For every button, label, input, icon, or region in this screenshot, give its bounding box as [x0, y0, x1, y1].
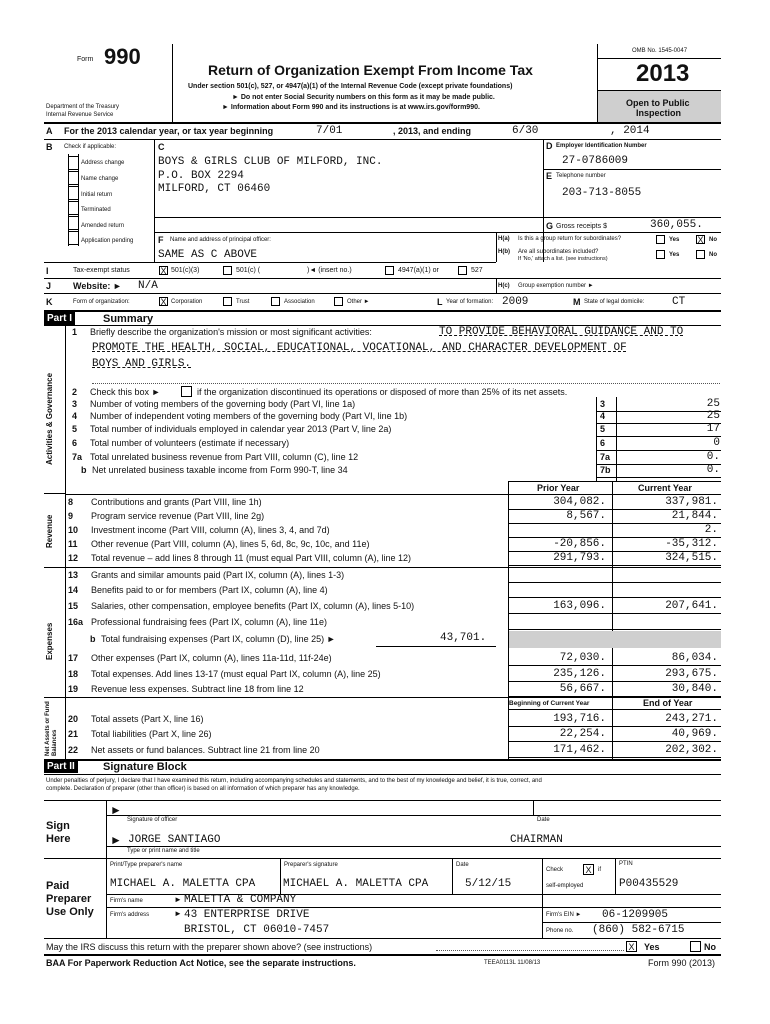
self-employed-label: self-employed: [546, 883, 584, 889]
gov-row-box: 7a: [600, 452, 611, 462]
paid-label-3: Use Only: [46, 906, 94, 918]
phone-label: Phone no.: [546, 928, 574, 934]
current-year-value[interactable]: 30,840.: [671, 683, 718, 695]
prior-year-value[interactable]: 8,567.: [566, 510, 606, 522]
line2-text-2: if the organization discontinued its operations or disposed of more than 25% of its net assets.: [197, 387, 568, 397]
firm-name-label: Firm's name: [110, 898, 143, 904]
other-checkbox[interactable]: [334, 297, 343, 306]
part2-title: Signature Block: [103, 761, 187, 773]
prior-year-value[interactable]: 291,793.: [553, 552, 606, 564]
org-address-2[interactable]: MILFORD, CT 06460: [158, 183, 271, 195]
line-a-label: A: [46, 126, 53, 136]
gov-row-text: Net unrelated business taxable income from Form 990-T, line 34: [92, 465, 348, 475]
name-change-checkbox[interactable]: [68, 171, 79, 185]
line-k-label: K: [46, 297, 53, 307]
fin-row-text: Other revenue (Part VIII, column (A), lines 5, 6d, 8c, 9c, 10c, and 11e): [91, 539, 370, 549]
part2-tag: Part II: [44, 760, 78, 773]
4947-label: 4947(a)(1) or: [398, 267, 439, 274]
officer-title-value[interactable]: CHAIRMAN: [510, 834, 563, 846]
gov-row-text: Number of independent voting members of the governing body (Part VI, line 1b): [90, 411, 408, 421]
tax-year-end[interactable]: 6/30: [512, 125, 539, 137]
sig-officer-label: Signature of officer: [127, 817, 178, 823]
prior-year-value[interactable]: 193,716.: [553, 713, 606, 725]
org-name[interactable]: BOYS & GIRLS CLUB OF MILFORD, INC.: [158, 156, 383, 168]
discontinued-checkbox[interactable]: [181, 386, 192, 397]
firm-ein-label: Firm's EIN ►: [546, 912, 582, 918]
firm-address-label: Firm's address: [110, 912, 150, 918]
hb-yes-checkbox[interactable]: [656, 250, 665, 259]
terminated-label: Terminated: [81, 207, 111, 213]
form-word: Form: [77, 56, 94, 63]
preparer-name[interactable]: MICHAEL A. MALETTA CPA: [110, 878, 256, 890]
domicile-state[interactable]: CT: [672, 296, 686, 308]
501c-checkbox[interactable]: [223, 266, 232, 275]
hb-yes-label: Yes: [669, 252, 680, 258]
prior-year-value[interactable]: 235,126.: [553, 668, 606, 680]
fin-row-text: Professional fundraising fees (Part IX, column (A), line 11e): [91, 617, 327, 627]
preparer-signature[interactable]: MICHAEL A. MALETTA CPA: [283, 878, 429, 890]
prior-year-value[interactable]: 56,667.: [559, 683, 606, 695]
fin-row-num: 22: [68, 745, 79, 755]
fin-row-text: Investment income (Part VIII, column (A), lines 3, 4, and 7d): [91, 525, 330, 535]
mission-line-1[interactable]: TO PROVIDE BEHAVIORAL GUIDANCE AND TO: [439, 326, 684, 338]
paid-label-1: Paid: [46, 880, 70, 892]
preparer-date[interactable]: 5/12/15: [465, 878, 512, 890]
side-activities-governance: Activities & Governance: [45, 372, 54, 465]
line-f-label: F: [158, 235, 164, 245]
form-number: 990: [104, 44, 141, 69]
subtitle-1: Under section 501(c), 527, or 4947(a)(1) of the Internal Revenue Code (except private foundations): [188, 83, 513, 90]
line-c-label: C: [158, 142, 165, 152]
gov-row-value[interactable]: 0: [713, 437, 720, 449]
gov-row-text: Total number of volunteers (estimate if necessary): [90, 438, 290, 448]
discuss-yes-checkbox[interactable]: X: [626, 941, 637, 952]
application-pending-label: Application pending: [81, 238, 134, 244]
mission-line-2[interactable]: PROMOTE THE HEALTH, SOCIAL, EDUCATIONAL, VOCATIONAL, AND CHARACTER DEVELOPMENT OF: [92, 342, 627, 354]
preparer-sig-label: Preparer's signature: [284, 862, 338, 868]
hc-text: Group exemption number ►: [518, 283, 594, 289]
4947-checkbox[interactable]: [385, 266, 394, 275]
gov-row-value[interactable]: 25: [706, 398, 720, 410]
gov-row-box: 7b: [600, 465, 611, 475]
fin-row-num: 18: [68, 669, 79, 679]
current-year-value[interactable]: 86,034.: [671, 652, 718, 664]
ptin-label: PTIN: [619, 861, 633, 867]
fin-row-num: 17: [68, 653, 79, 663]
current-year-value[interactable]: 337,981.: [665, 496, 718, 508]
terminated-checkbox[interactable]: [68, 201, 79, 215]
ein-value[interactable]: 27-0786009: [562, 155, 629, 167]
baa-notice: BAA For Paperwork Reduction Act Notice, see the separate instructions.: [46, 958, 356, 968]
gross-receipts-title: Gross receipts $: [556, 223, 607, 230]
gross-receipts-value[interactable]: 360,055.: [650, 219, 703, 231]
sign-arrow-2: ►: [110, 833, 122, 847]
application-pending-checkbox[interactable]: [68, 231, 79, 245]
name-change-label: Name change: [81, 176, 119, 182]
fin-row-text: Total liabilities (Part X, line 26): [91, 729, 212, 739]
discuss-no-label: No: [704, 942, 716, 952]
gov-row-value[interactable]: 17: [706, 423, 720, 435]
fin-row-num: 13: [68, 570, 79, 580]
gov-row-num: 3: [72, 399, 78, 409]
ha-label: H(a): [498, 236, 510, 242]
penalty-text-2: complete. Declaration of preparer (other than officer) is based on all information of which preparer has any knowledge.: [46, 786, 360, 792]
discuss-text: May the IRS discuss this return with the preparer shown above? (see instructions): [46, 942, 373, 952]
prior-year-value[interactable]: -20,856.: [553, 538, 606, 550]
line16b-num: b: [90, 634, 96, 644]
fin-row-text: Contributions and grants (Part VIII, line 1h): [91, 497, 262, 507]
current-year-value[interactable]: -35,312.: [665, 538, 718, 550]
sign-label-1: Sign: [46, 820, 70, 832]
if-label: if: [598, 867, 601, 873]
line-d-label: D: [546, 141, 553, 151]
firm-name[interactable]: MALETTA & COMPANY: [184, 894, 297, 906]
gov-row-value[interactable]: 25: [706, 410, 720, 422]
corporation-checkbox[interactable]: X: [160, 297, 167, 307]
fin-row-text: Net assets or fund balances. Subtract line 21 from line 20: [91, 745, 320, 755]
current-year-value[interactable]: 21,844.: [671, 510, 718, 522]
preparer-ptin[interactable]: P00435529: [619, 878, 679, 890]
fin-row-num: 12: [68, 553, 79, 563]
line-a-text: For the 2013 calendar year, or tax year beginning: [64, 126, 274, 136]
open-public-2: Inspection: [636, 108, 682, 118]
fin-row-num: 14: [68, 585, 79, 595]
fin-row-num: 8: [68, 497, 74, 507]
gov-row-num: 5: [72, 424, 78, 434]
subtitle-3: ► Information about Form 990 and its instructions is at www.irs.gov/form990.: [222, 104, 480, 111]
prior-year-value[interactable]: 72,030.: [559, 652, 606, 664]
prior-year-header: Prior Year: [537, 483, 580, 493]
trust-checkbox[interactable]: [223, 297, 232, 306]
current-year-value[interactable]: 324,515.: [665, 552, 718, 564]
line2-num: 2: [72, 387, 78, 397]
line16b-value[interactable]: 43,701.: [440, 632, 487, 644]
501c-label: 501(c) (: [236, 267, 261, 274]
hb-no-checkbox[interactable]: [696, 250, 705, 259]
omb-number: OMB No. 1545-0047: [632, 48, 688, 54]
form-title: Return of Organization Exempt From Income Tax: [208, 62, 533, 78]
association-checkbox[interactable]: [271, 297, 280, 306]
ha-yes-label: Yes: [669, 237, 680, 243]
ha-no-checkbox[interactable]: X: [697, 235, 704, 245]
firm-phone[interactable]: (860) 582-6715: [592, 924, 685, 936]
fin-row-text: Total assets (Part X, line 16): [91, 714, 204, 724]
current-year-value[interactable]: 2.: [704, 524, 718, 536]
boy-header: Beginning of Current Year: [509, 700, 590, 707]
fin-row-text: Revenue less expenses. Subtract line 18 from line 12: [91, 684, 304, 694]
initial-return-checkbox[interactable]: [68, 186, 79, 200]
org-address-1[interactable]: P.O. BOX 2294: [158, 170, 244, 182]
trust-label: Trust: [236, 299, 250, 305]
fin-row-text: Other expenses (Part IX, column (A), lines 11a-11d, 11f-24e): [91, 653, 332, 663]
tax-exempt-title: Tax-exempt status: [73, 267, 130, 274]
initial-return-label: Initial return: [81, 192, 113, 198]
prior-year-value[interactable]: 163,096.: [553, 600, 606, 612]
hb-note: If 'No,' attach a list. (see instructions): [518, 256, 608, 262]
org-form-title: Form of organization:: [73, 299, 130, 305]
subtitle-2: ► Do not enter Social Security numbers on this form as it may be made public.: [232, 94, 495, 101]
501c3-label: 501(c)(3): [171, 267, 200, 274]
hb-text: Are all subordinates included?: [518, 249, 599, 255]
hb-no-label: No: [709, 252, 717, 258]
current-year-value[interactable]: 293,675.: [665, 668, 718, 680]
gov-row-num: 6: [72, 438, 78, 448]
penalty-text-1: Under penalties of perjury, I declare that I have examined this return, including accompanying schedules and statements, and to the best of my knowledge and belief, it is true, correct, and: [46, 778, 542, 784]
gov-row-box: 4: [600, 411, 606, 421]
line1-num: 1: [72, 327, 78, 337]
corporation-label: Corporation: [171, 299, 203, 305]
fin-row-num: 10: [68, 525, 79, 535]
fin-row-text: Program service revenue (Part VIII, line 2g): [91, 511, 265, 521]
officer-title: Name and address of principal officer:: [170, 237, 271, 243]
side-revenue: Revenue: [45, 514, 54, 548]
preparer-date-label: Date: [456, 862, 469, 868]
discuss-no-checkbox[interactable]: [690, 941, 701, 952]
current-year-value[interactable]: 202,302.: [665, 744, 718, 756]
amended-return-checkbox[interactable]: [68, 216, 79, 230]
address-change-checkbox[interactable]: [68, 156, 79, 170]
website-title: Website: ►: [73, 281, 122, 291]
current-year-value[interactable]: 40,969.: [671, 728, 718, 740]
fin-row-text: Total revenue – add lines 8 through 11 (must equal Part VIII, column (A), line 12): [91, 553, 412, 563]
domicile-title: State of legal domicile:: [584, 299, 645, 305]
check-label: Check: [546, 867, 564, 873]
hc-label: H(c): [498, 283, 510, 289]
line-e-label: E: [546, 171, 553, 181]
501c-insert-label: )◄ (insert no.): [307, 267, 352, 274]
line-l-label: L: [437, 297, 443, 307]
line1-text: Briefly describe the organization's mission or most significant activities:: [90, 327, 372, 337]
other-label: Other ►: [347, 299, 370, 305]
gov-row-num: b: [81, 465, 87, 475]
ein-title: Employer Identification Number: [556, 143, 647, 149]
website-value[interactable]: N/A: [138, 280, 158, 292]
gov-row-text: Total number of individuals employed in calendar year 2013 (Part V, line 2a): [90, 424, 392, 434]
telephone-title: Telephone number: [556, 173, 606, 179]
fin-row-text: Salaries, other compensation, employee benefits (Part IX, column (A), lines 5-10): [91, 601, 415, 611]
form-code: TEEA0113L 11/08/13: [484, 960, 541, 966]
prior-year-value[interactable]: 171,462.: [553, 744, 606, 756]
discuss-yes-label: Yes: [644, 942, 660, 952]
gov-row-box: 5: [600, 424, 606, 434]
current-year-value[interactable]: 207,641.: [665, 600, 718, 612]
side-expenses: Expenses: [45, 622, 54, 660]
side-net-assets: Net Assets or Fund Balances: [45, 701, 58, 756]
line-j-label: J: [46, 281, 52, 291]
gov-row-text: Number of voting members of the governing body (Part VI, line 1a): [90, 399, 356, 409]
firm-name-arrow: ►: [174, 895, 182, 904]
paid-label-2: Preparer: [46, 893, 92, 905]
telephone-value[interactable]: 203-713-8055: [562, 187, 642, 199]
tax-year-end-year: , 2014: [610, 125, 650, 137]
current-year-value[interactable]: 243,271.: [665, 713, 718, 725]
line-b-label: B: [46, 142, 53, 152]
fin-row-num: 9: [68, 511, 74, 521]
principal-officer[interactable]: SAME AS C ABOVE: [158, 249, 258, 261]
fin-row-num: 21: [68, 729, 79, 739]
type-name-label: Type or print name and title: [127, 848, 200, 854]
line-g-label: G: [546, 221, 554, 231]
line2-text: Check this box ►: [90, 387, 161, 397]
ha-text: Is this a group return for subordinates?: [518, 236, 622, 242]
fin-row-num: 16a: [68, 617, 84, 627]
fin-row-num: 20: [68, 714, 79, 724]
gov-row-text: Total unrelated business revenue from Part VIII, column (C), line 12: [90, 452, 359, 462]
tax-year-begin[interactable]: 7/01: [316, 125, 343, 137]
self-employed-checkbox[interactable]: X: [583, 864, 594, 875]
part1-title: Summary: [103, 313, 154, 325]
gov-row-box: 3: [600, 399, 606, 409]
hb-label: H(b): [498, 249, 510, 255]
part1-tag: Part I: [44, 312, 75, 325]
501c3-checkbox[interactable]: X: [160, 266, 167, 276]
firm-ein[interactable]: 06-1209905: [602, 909, 669, 921]
dept-line-2: Internal Revenue Service: [46, 112, 114, 118]
eoy-header: End of Year: [643, 698, 693, 708]
sig-date-label: Date: [537, 817, 550, 823]
sign-label-2: Here: [46, 833, 71, 845]
officer-name[interactable]: JORGE SANTIAGO: [128, 834, 221, 846]
dept-line-1: Department of the Treasury: [46, 104, 120, 110]
firm-address-2[interactable]: BRISTOL, CT 06010-7457: [184, 924, 330, 936]
gov-row-value[interactable]: 0.: [706, 464, 720, 476]
firm-address-1[interactable]: 43 ENTERPRISE DRIVE: [184, 909, 310, 921]
formation-year-title: Year of formation:: [446, 299, 494, 305]
prior-year-value[interactable]: 22,254.: [559, 728, 606, 740]
open-public-1: Open to Public: [626, 98, 690, 108]
print-name-label: Print/Type preparer's name: [110, 862, 183, 868]
form-footer: Form 990 (2013): [648, 958, 716, 968]
fin-row-text: Total expenses. Add lines 13-17 (must equal Part IX, column (A), line 25): [91, 669, 381, 679]
fin-row-num: 19: [68, 684, 79, 694]
fin-row-text: Grants and similar amounts paid (Part IX, column (A), lines 1-3): [91, 570, 345, 580]
line-b-title: Check if applicable:: [64, 144, 117, 150]
line-m-label: M: [573, 297, 581, 307]
association-label: Association: [284, 299, 315, 305]
mission-line-3[interactable]: BOYS AND GIRLS.: [92, 358, 192, 370]
sign-arrow-1: ►: [110, 803, 122, 817]
prior-year-value[interactable]: 304,082.: [553, 496, 606, 508]
tax-year: 2013: [636, 60, 690, 87]
line16b-text: Total fundraising expenses (Part IX, column (D), line 25) ►: [101, 634, 336, 644]
ha-yes-checkbox[interactable]: [656, 235, 665, 244]
gov-row-value[interactable]: 0.: [706, 451, 720, 463]
formation-year[interactable]: 2009: [502, 296, 529, 308]
gov-row-num: 4: [72, 411, 78, 421]
current-year-header: Current Year: [638, 483, 692, 493]
fin-row-num: 15: [68, 601, 79, 611]
fin-row-text: Benefits paid to or for members (Part IX, column (A), line 4): [91, 585, 328, 595]
line-i-label: I: [46, 266, 49, 276]
527-label: 527: [471, 267, 483, 274]
line-a-mid: , 2013, and ending: [393, 126, 472, 136]
firm-address-arrow: ►: [174, 909, 182, 918]
ha-no-label: No: [709, 237, 717, 243]
address-change-label: Address change: [81, 160, 125, 166]
amended-return-label: Amended return: [81, 223, 125, 229]
527-checkbox[interactable]: [458, 266, 467, 275]
gov-row-num: 7a: [72, 452, 83, 462]
gov-row-box: 6: [600, 438, 606, 448]
fin-row-num: 11: [68, 539, 78, 549]
